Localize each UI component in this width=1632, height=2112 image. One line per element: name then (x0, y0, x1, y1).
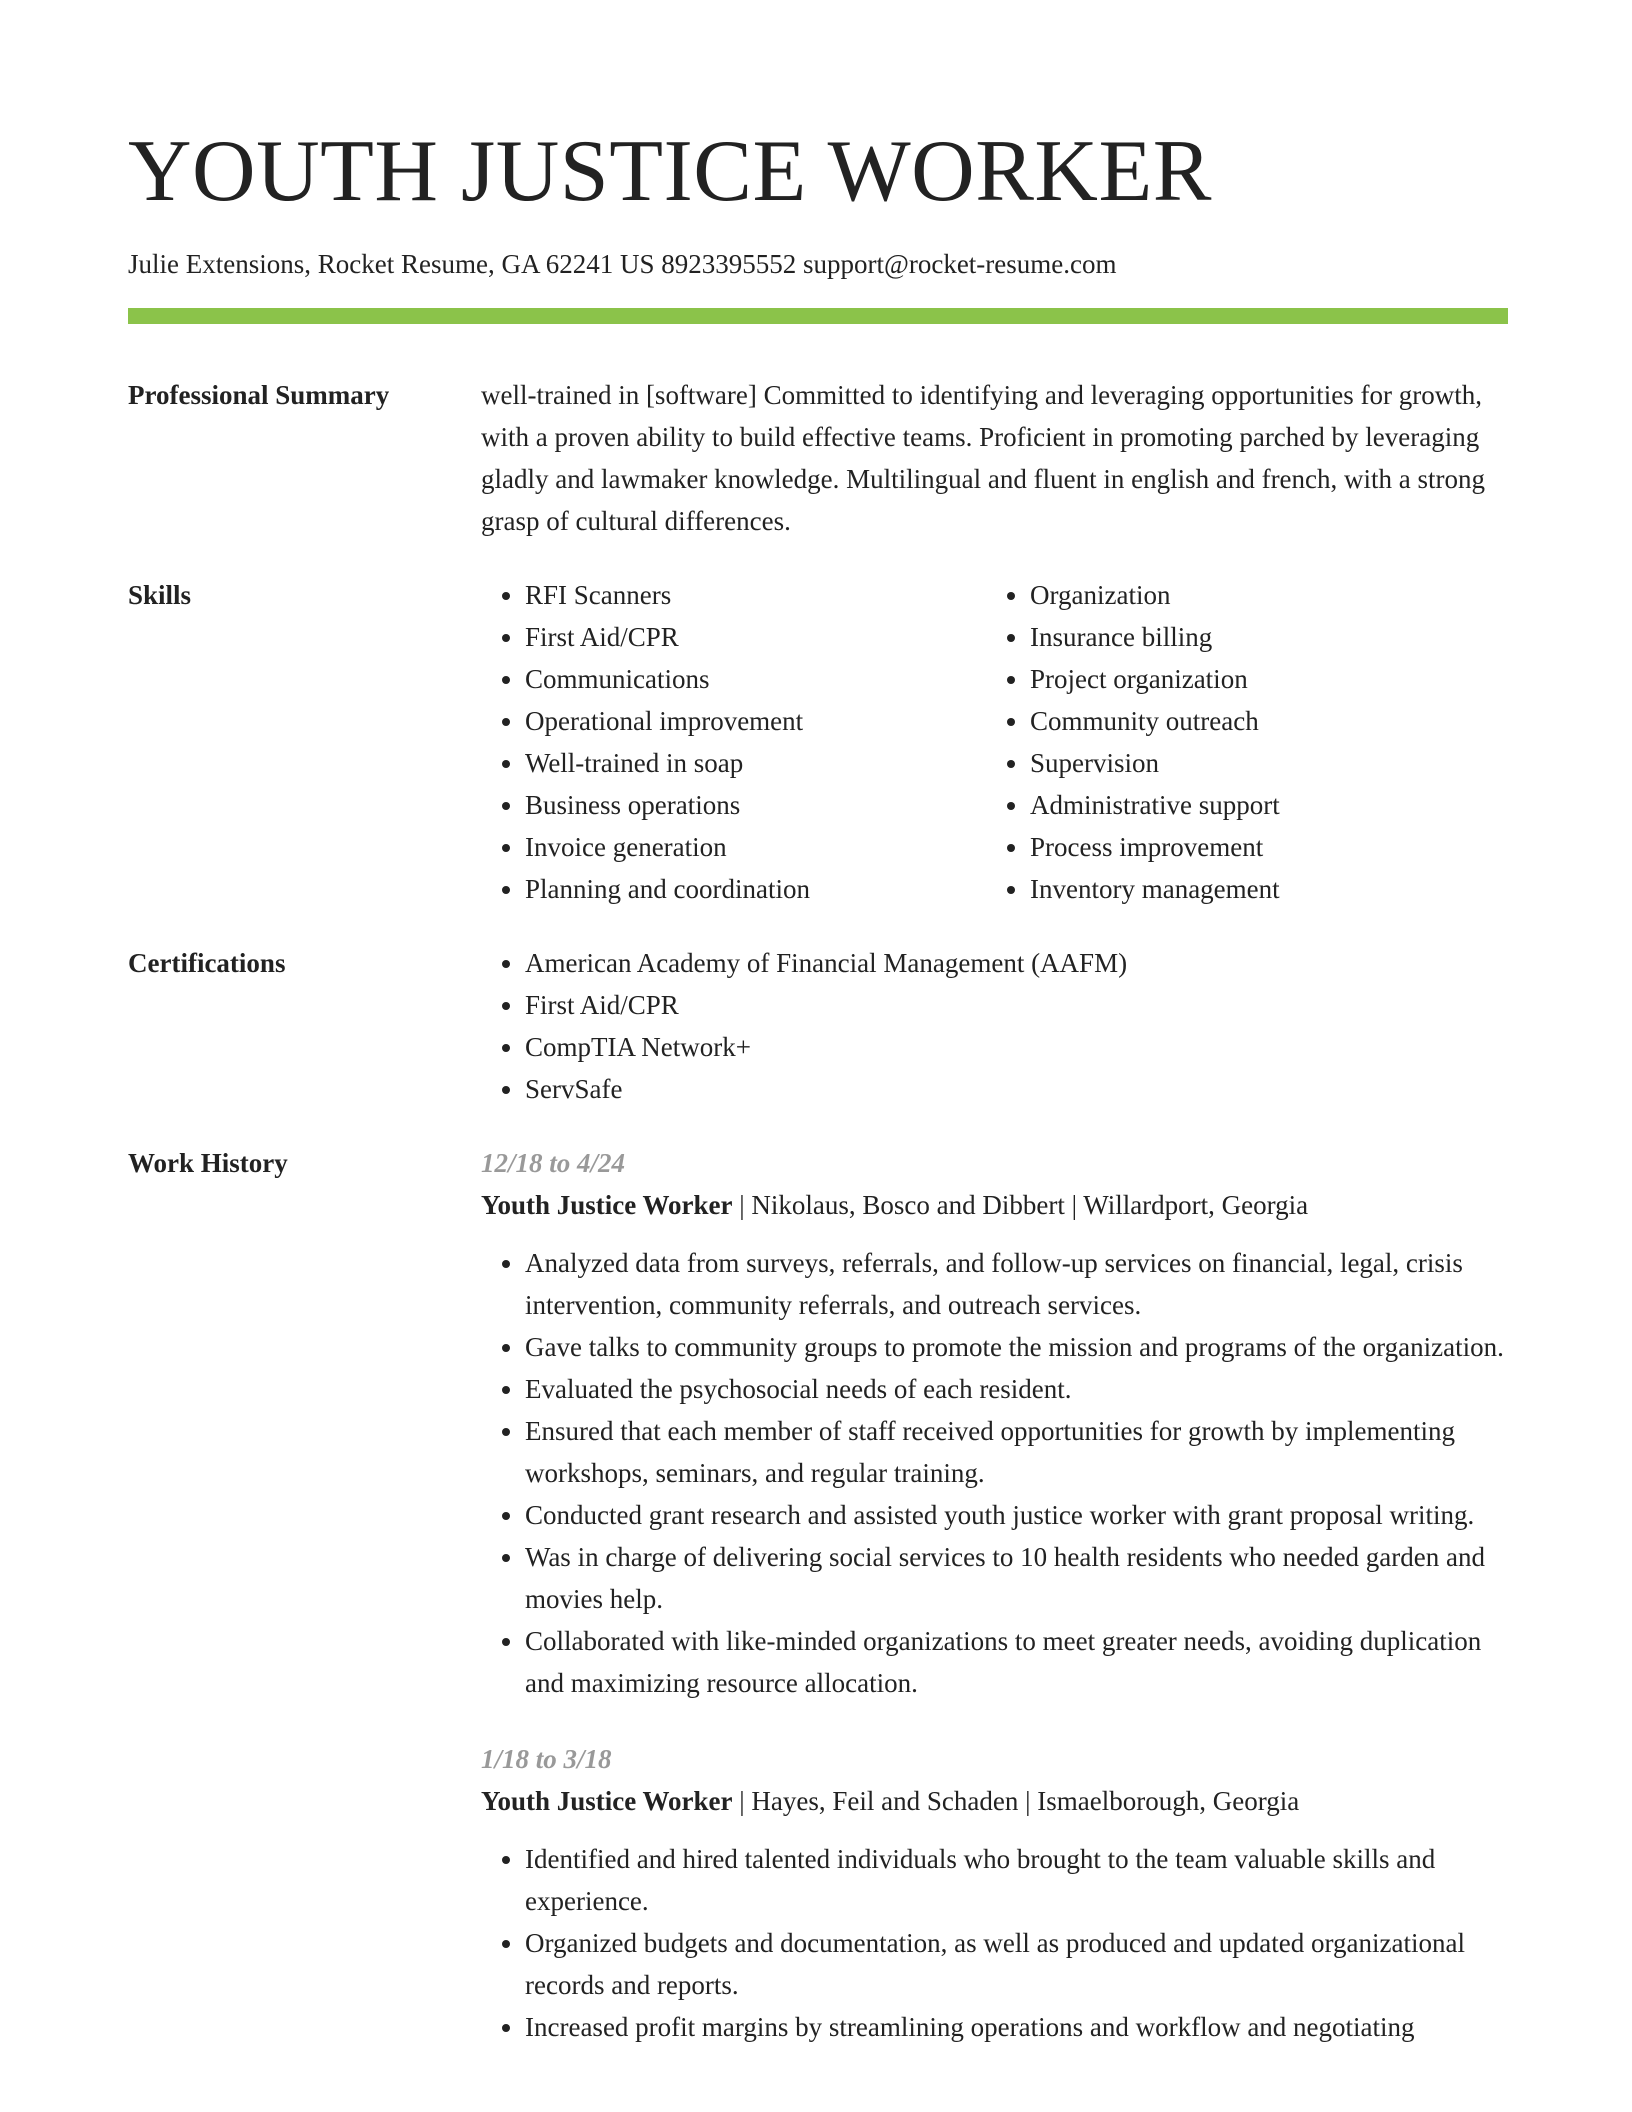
summary-text: well-trained in [software] Committed to identifying and leveraging opportunities for growth, with a proven ability to build effective teams. Proficient in promoting parched by leveraging gladly and lawmaker knowledge. Multilingual and fluent in english and french, with a strong grasp of cultural differences. (481, 380, 1486, 536)
work-history-body (481, 1142, 1508, 2048)
job-heading (481, 1184, 1508, 1226)
section-title-summary: Professional Summary (128, 380, 390, 410)
skill-item: • Inventory management (1030, 868, 1280, 910)
skill-item: • First Aid/CPR (525, 616, 986, 658)
skill-item: • Communications (525, 658, 986, 700)
section-professional-summary (128, 374, 1508, 542)
job-duty: • Evaluated the psychosocial needs of each resident. (525, 1368, 1508, 1410)
skill-item: • Business operations (525, 784, 986, 826)
certifications-body (481, 942, 1508, 1110)
section-title-work-history: Work History (128, 1148, 288, 1178)
job-employer-location: | Hayes, Feil and Schaden | Ismaelborough, Georgia (732, 1786, 1300, 1816)
job-duties-list (481, 1242, 1508, 1704)
certification-item: • American Academy of Financial Management (AAFM) (525, 942, 1508, 984)
job-duty: • Organized budgets and documentation, as well as produced and updated organizational records and reports. (525, 1922, 1508, 2006)
job-duty: • Ensured that each member of staff received opportunities for growth by implementing workshops, seminars, and regular training. (525, 1410, 1508, 1494)
job-duty: • Conducted grant research and assisted youth justice worker with grant proposal writing. (525, 1494, 1508, 1536)
job-duty: • Was in charge of delivering social services to 10 health residents who needed garden and movies help. (525, 1536, 1508, 1620)
summary-body (481, 374, 1508, 542)
section-work-history (128, 1142, 1508, 2048)
job-entry (481, 1738, 1508, 2048)
skill-item: • Well-trained in soap (525, 742, 986, 784)
skill-item: • Community outreach (1030, 700, 1280, 742)
job-heading (481, 1780, 1508, 1822)
skills-column-2 (986, 574, 1280, 910)
skill-item: • Supervision (1030, 742, 1280, 784)
section-title-certifications: Certifications (128, 948, 286, 978)
skill-item: • Administrative support (1030, 784, 1280, 826)
job-duty: • Identified and hired talented individuals who brought to the team valuable skills and experience. (525, 1838, 1508, 1922)
job-duty: • Analyzed data from surveys, referrals, and follow-up services on financial, legal, crisis intervention, community referrals, and outreach services. (525, 1242, 1508, 1326)
job-role: Youth Justice Worker (481, 1190, 733, 1220)
job-entry (481, 1142, 1508, 1704)
job-duties-list (481, 1838, 1508, 2048)
job-employer-location: | Nikolaus, Bosco and Dibbert | Willardport, Georgia (732, 1190, 1309, 1220)
skills-column-1 (481, 574, 986, 910)
job-role: Youth Justice Worker (481, 1786, 733, 1816)
certification-item: • CompTIA Network+ (525, 1026, 1508, 1068)
skill-item: • RFI Scanners (525, 574, 986, 616)
skill-item: • Planning and coordination (525, 868, 986, 910)
skill-item: • Invoice generation (525, 826, 986, 868)
job-duty: • Gave talks to community groups to promote the mission and programs of the organization. (525, 1326, 1508, 1368)
job-duty: • Increased profit margins by streamlining operations and workflow and negotiating (525, 2006, 1508, 2048)
skills-grid (481, 574, 1508, 910)
section-title-skills: Skills (128, 580, 192, 610)
job-duty: • Collaborated with like-minded organizations to meet greater needs, avoiding duplication and maximizing resource allocation. (525, 1620, 1508, 1704)
certification-item: • ServSafe (525, 1068, 1508, 1110)
skill-item: • Organization (1030, 574, 1280, 616)
skill-item: • Process improvement (1030, 826, 1280, 868)
skill-item: • Operational improvement (525, 700, 986, 742)
accent-divider (128, 308, 1508, 324)
job-dates: 12/18 to 4/24 (481, 1148, 626, 1178)
certifications-list (481, 942, 1508, 1110)
contact-line: Julie Extensions, Rocket Resume, GA 62241 US 8923395552 support@rocket-resume.com (128, 249, 1117, 279)
skill-item: • Insurance billing (1030, 616, 1280, 658)
resume-page (128, 0, 1508, 2048)
job-dates: 1/18 to 3/18 (481, 1744, 612, 1774)
section-skills (128, 574, 1508, 910)
resume-title: YOUTH JUSTICE WORKER (128, 123, 1212, 220)
certification-item: • First Aid/CPR (525, 984, 1508, 1026)
skill-item: • Project organization (1030, 658, 1280, 700)
section-certifications (128, 942, 1508, 1110)
